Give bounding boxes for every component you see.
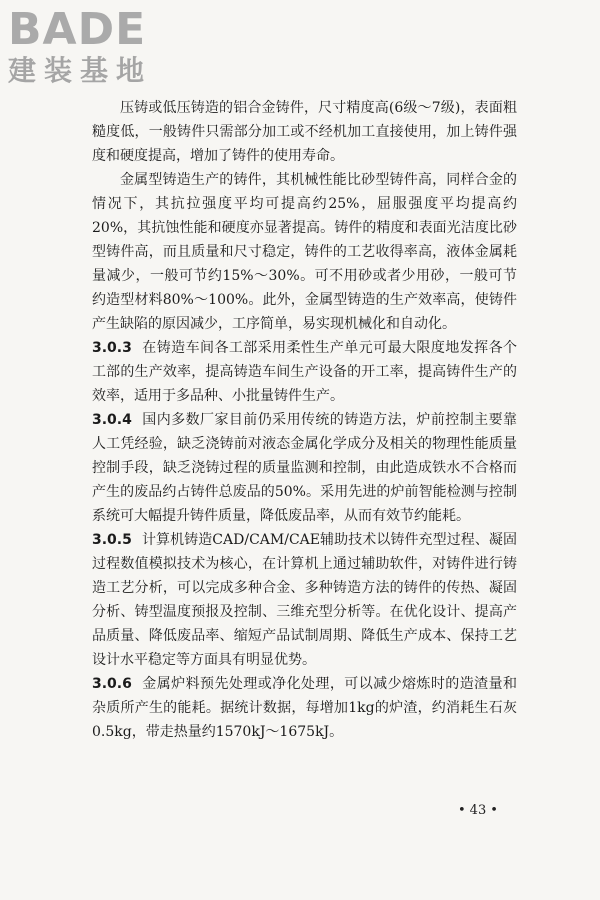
paragraph-text: 压铸或低压铸造的铝合金铸件，尺寸精度高(6级～7级)，表面粗糙度低，一般铸件只需部分加工或不经机加工直接使用，加上铸件强度和硬度提高，增加了铸件的使用寿命。 <box>92 100 517 164</box>
page-number <box>454 803 502 818</box>
paragraph-text: 金属型铸造生产的铸件，其机械性能比砂型铸件高，同样合金的情况下，其抗拉强度平均可提高约25%，屈服强度平均提高约20%，其抗蚀性能和硬度亦显著提高。铸件的精度和表面光洁度比砂型铸件高，而且质量和尺寸稳定，铸件的工艺收得率高，液体金属耗量减少，一般可节约15%～30%。可不用砂或者少用砂，一般可节约造型材料80%～100%。此外，金属型铸造的生产效率高，使铸件产生缺陷的原因减少，工序简单，易实现机械化和自动化。 <box>92 172 517 332</box>
document-body <box>92 96 517 744</box>
section-3-0-3 <box>92 336 517 408</box>
section-text: 在铸造车间各工部采用柔性生产单元可最大限度地发挥各个工部的生产效率，提高铸造车间生产设备的开工率，提高铸件生产的效率，适用于多品种、小批量铸件生产。 <box>92 340 517 404</box>
logo-wordmark: BADE <box>8 4 147 55</box>
section-text: 国内多数厂家目前仍采用传统的铸造方法，炉前控制主要靠人工凭经验，缺乏浇铸前对液态金属化学成分及相关的物理性能质量控制手段，缺乏浇铸过程的质量监测和控制，由此造成铁水不合格而产生的废品约占铸件总废品的50%。采用先进的炉前智能检测与控制系统可大幅提升铸件质量，降低废品率，从而有效节约能耗。 <box>92 412 517 524</box>
section-3-0-6 <box>92 672 517 744</box>
logo-subtitle: 建装基地 <box>8 54 153 87</box>
paragraph-die-casting <box>92 96 517 168</box>
section-number: 3.0.5 <box>92 532 132 548</box>
bade-logo <box>8 6 178 92</box>
section-3-0-5 <box>92 528 517 672</box>
paragraph-metal-mold <box>92 168 517 336</box>
section-3-0-4 <box>92 408 517 528</box>
section-number: 3.0.4 <box>92 412 132 428</box>
section-number: 3.0.3 <box>92 340 132 356</box>
section-text: 金属炉料预先处理或净化处理，可以减少熔炼时的造渣量和杂质所产生的能耗。据统计数据，每增加1kg的炉渣，约消耗生石灰0.5kg，带走热量约1570kJ～1675kJ。 <box>92 676 517 740</box>
page-number-dot: • <box>490 803 498 818</box>
section-number: 3.0.6 <box>92 676 132 692</box>
section-text: 计算机铸造CAD/CAM/CAE辅助技术以铸件充型过程、凝固过程数值模拟技术为核心，在计算机上通过辅助软件，对铸件进行铸造工艺分析，可以完成多种合金、多种铸造方法的铸件的传热、凝固分析、铸型温度预报及控制、三维充型分析等。在优化设计、提高产品质量、降低废品率、缩短产品试制周期、降低生产成本、保持工艺设计水平稳定等方面具有明显优势。 <box>92 532 517 668</box>
page-number-value: 43 <box>469 803 487 818</box>
page-number-dot: • <box>458 803 466 818</box>
